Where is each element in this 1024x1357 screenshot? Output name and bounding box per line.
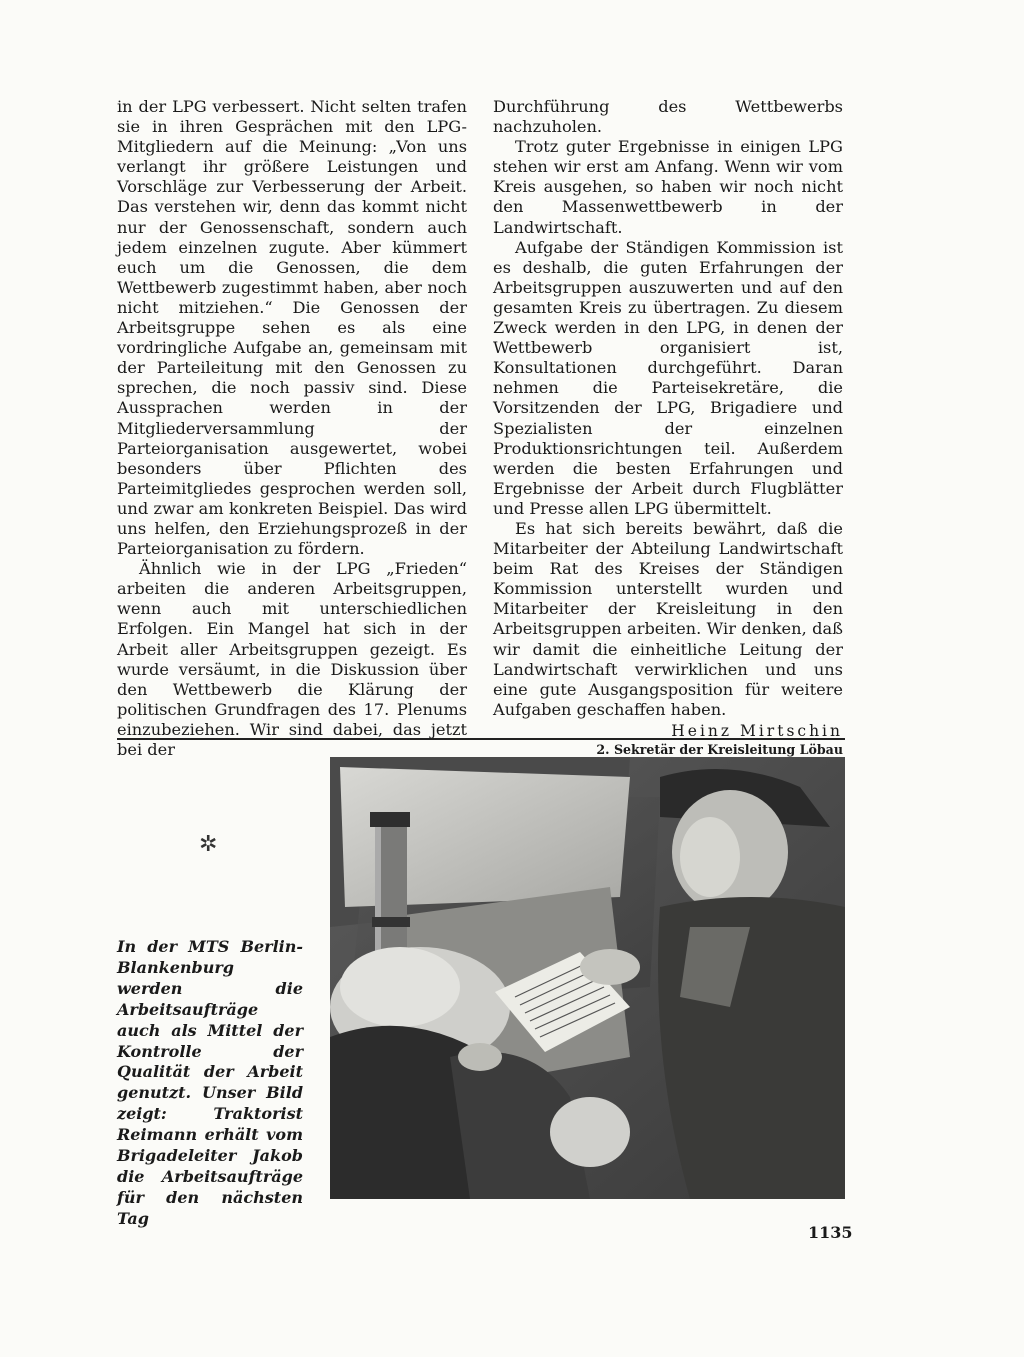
paragraph: Ähnlich wie in der LPG „Frieden“ arbeiten die anderen Arbeitsgruppen, wenn auch mit unterschiedlichen Erfolgen. Ein Mangel hat sich in der Arbeit aller Arbeitsgruppen gezeigt. Es wurde versäumt, in die Diskussion über den Wettbewerb die Klärung der politischen Grundfragen des 17. Plenums einzubeziehen. Wir sind dabei, das jetzt bei der xyxy=(117,559,467,759)
photo xyxy=(330,757,845,1199)
page-number: 1135 xyxy=(808,1223,853,1242)
paragraph: in der LPG verbessert. Nicht selten trafen sie in ihren Gesprächen mit den LPG-Mitgliedern auf die Meinung: „Von uns verlangt ihr größere Leistungen und Vorschläge zur Verbesserung der Arbeit. Das verstehen wir, denn das kommt nicht nur der Genossenschaft, sondern auch jedem einzelnen zugute. Aber kümmert euch um die Genossen, die dem Wettbewerb zugestimmt haben, aber noch nicht mitziehen.“ Die Genossen der Arbeitsgruppe sehen es als eine vordringliche Aufgabe an, gemeinsam mit der Parteileitung mit den Genossen zu sprechen, die noch passiv sind. Diese Aussprachen werden in der Mitgliederversammlung der Parteiorganisation ausgewertet, wobei besonders über Pflichten des Parteimitgliedes gesprochen werden soll, und zwar am konkreten Beispiel. Das wird uns helfen, den Erziehungsprozeß in der Parteiorganisation zu fördern. xyxy=(117,97,467,559)
asterisk-ornament-icon: ✲ xyxy=(199,832,218,857)
author-name: Heinz Mirtschin xyxy=(671,721,843,740)
paragraph: Trotz guter Ergebnisse in einigen LPG stehen wir erst am Anfang. Wenn wir vom Kreis ausgehen, so haben wir noch nicht den Massenwettbewerb in der Landwirtschaft. xyxy=(493,137,843,237)
article-column-left xyxy=(117,97,467,760)
photo-caption: In der MTS Berlin-Blankenburg werden die Arbeitsaufträge auch als Mittel der Kontrolle der Qualität der Arbeit genutzt. Unser Bild zeigt: Traktorist Reimann erhält vom Brigadeleiter Jakob die Arbeitsaufträge für den nächsten Tag xyxy=(117,937,303,1228)
article-column-right xyxy=(493,97,843,758)
paragraph: Aufgabe der Ständigen Kommission ist es deshalb, die guten Erfahrungen der Arbeitsgruppen auszuwerten und auf den gesamten Kreis zu übertragen. Zu diesem Zweck werden in den LPG, in denen der Wettbewerb organisiert ist, Konsultationen durchgeführt. Daran nehmen die Parteisekretäre, die Vorsitzenden der LPG, Brigadiere und Spezialisten der einzelnen Produktionsrichtungen teil. Außerdem werden die besten Erfahrungen und Ergebnisse der Arbeit durch Flugblätter und Presse allen LPG übermittelt. xyxy=(493,237,843,518)
paragraph: Durchführung des Wettbewerbs nachzuholen. xyxy=(493,97,843,137)
photo-illustration xyxy=(330,757,845,1199)
paragraph: Es hat sich bereits bewährt, daß die Mitarbeiter der Abteilung Landwirtschaft beim Rat des Kreises der Ständigen Kommission unterstellt wurden und Mitarbeiter der Kreisleitung in den Arbeitsgruppen arbeiten. Wir denken, daß wir damit die einheitliche Leitung der Landwirtschaft verwirklichen und uns eine gute Ausgangsposition für weitere Aufgaben geschaffen haben. xyxy=(493,518,843,719)
section-divider xyxy=(117,738,845,740)
author-role: 2. Sekretär der Kreisleitung Löbau xyxy=(596,742,843,757)
